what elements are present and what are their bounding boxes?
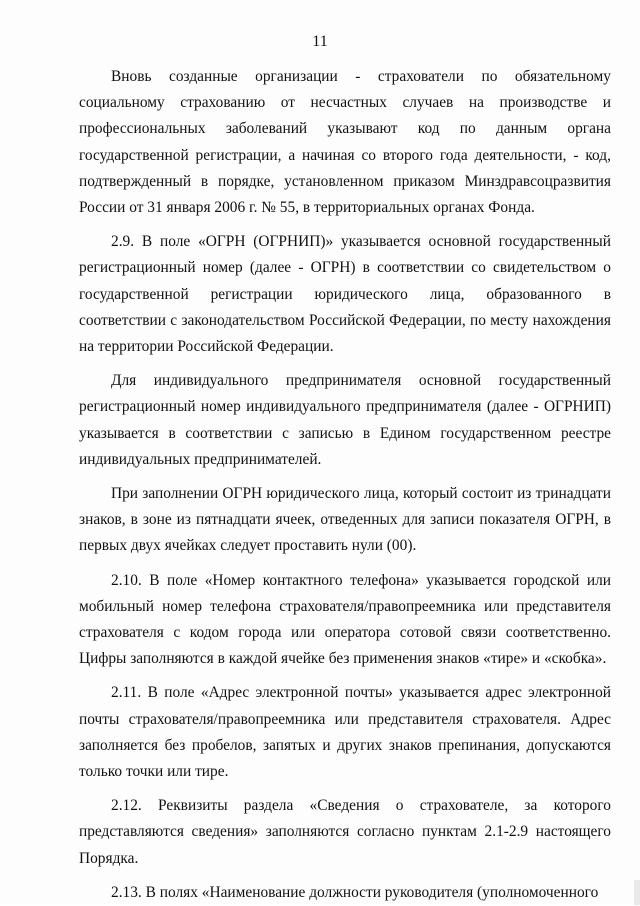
paragraph-2-9-ogrn: 2.9. В поле «ОГРН (ОГРНИП)» указывается основной государственный регистрационный номер (далее - ОГРН) в соответствии со свидетельством о государственной регистрации юридического лица, образованного в соответствии с законодательством Российской Федерации, по месту нахождения на территории Российской Федерации. bbox=[79, 233, 611, 356]
paragraph-ogrn-zeros: При заполнении ОГРН юридического лица, который состоит из тринадцати знаков, в зоне из пятнадцати ячеек, отведенных для записи показателя ОГРН, в первых двух ячейках следует проставить нули (00). bbox=[79, 485, 611, 555]
paragraph-2-11-email: 2.11. В поле «Адрес электронной почты» указывается адрес электронной почты страхователя/правопреемника или представителя страхователя. Адрес заполняется без пробелов, запятых и других знаков препинания, допускаются только точки или тире. bbox=[79, 684, 611, 781]
paragraph-2-12-requisites: 2.12. Реквизиты раздела «Сведения о страхователе, за которого представляются сведения» заполняются согласно пунктам 2.1-2.9 настоящего Порядка. bbox=[79, 797, 611, 867]
paragraph-2-10-phone: 2.10. В поле «Номер контактного телефона» указывается городской или мобильный номер телефона страхователя/правопреемника или представителя страхователя с кодом города или оператора сотовой связи соответственно. Цифры заполняются в каждой ячейке без применения знаков «тире» и «скобка». bbox=[79, 571, 611, 668]
page-number: 11 bbox=[312, 33, 328, 50]
scan-edge-mark bbox=[634, 880, 640, 905]
paragraph-new-organizations: Вновь созданные организации - страхователи по обязательному социальному страхованию от несчастных случаев на производстве и профессиональных заболеваний указывают код по данным органа государственной регистрации, а начиная со второго года деятельности, - код, подтвержденный в порядке, установленном приказом Минздравсоцразвития России от 31 января 2006 г. № 55, в территориальных органах Фонда. bbox=[79, 68, 611, 217]
paragraph-ogrnip: Для индивидуального предпринимателя основной государственный регистрационный номер индивидуального предпринимателя (далее - ОГРНИП) указывается в соответствии с записью в Едином государственном реестре индивидуальных предпринимателей. bbox=[79, 372, 611, 468]
document-body bbox=[79, 64, 611, 906]
paragraph-2-13-fields: 2.13. В полях «Наименование должности руководителя (уполномоченного bbox=[111, 883, 599, 901]
